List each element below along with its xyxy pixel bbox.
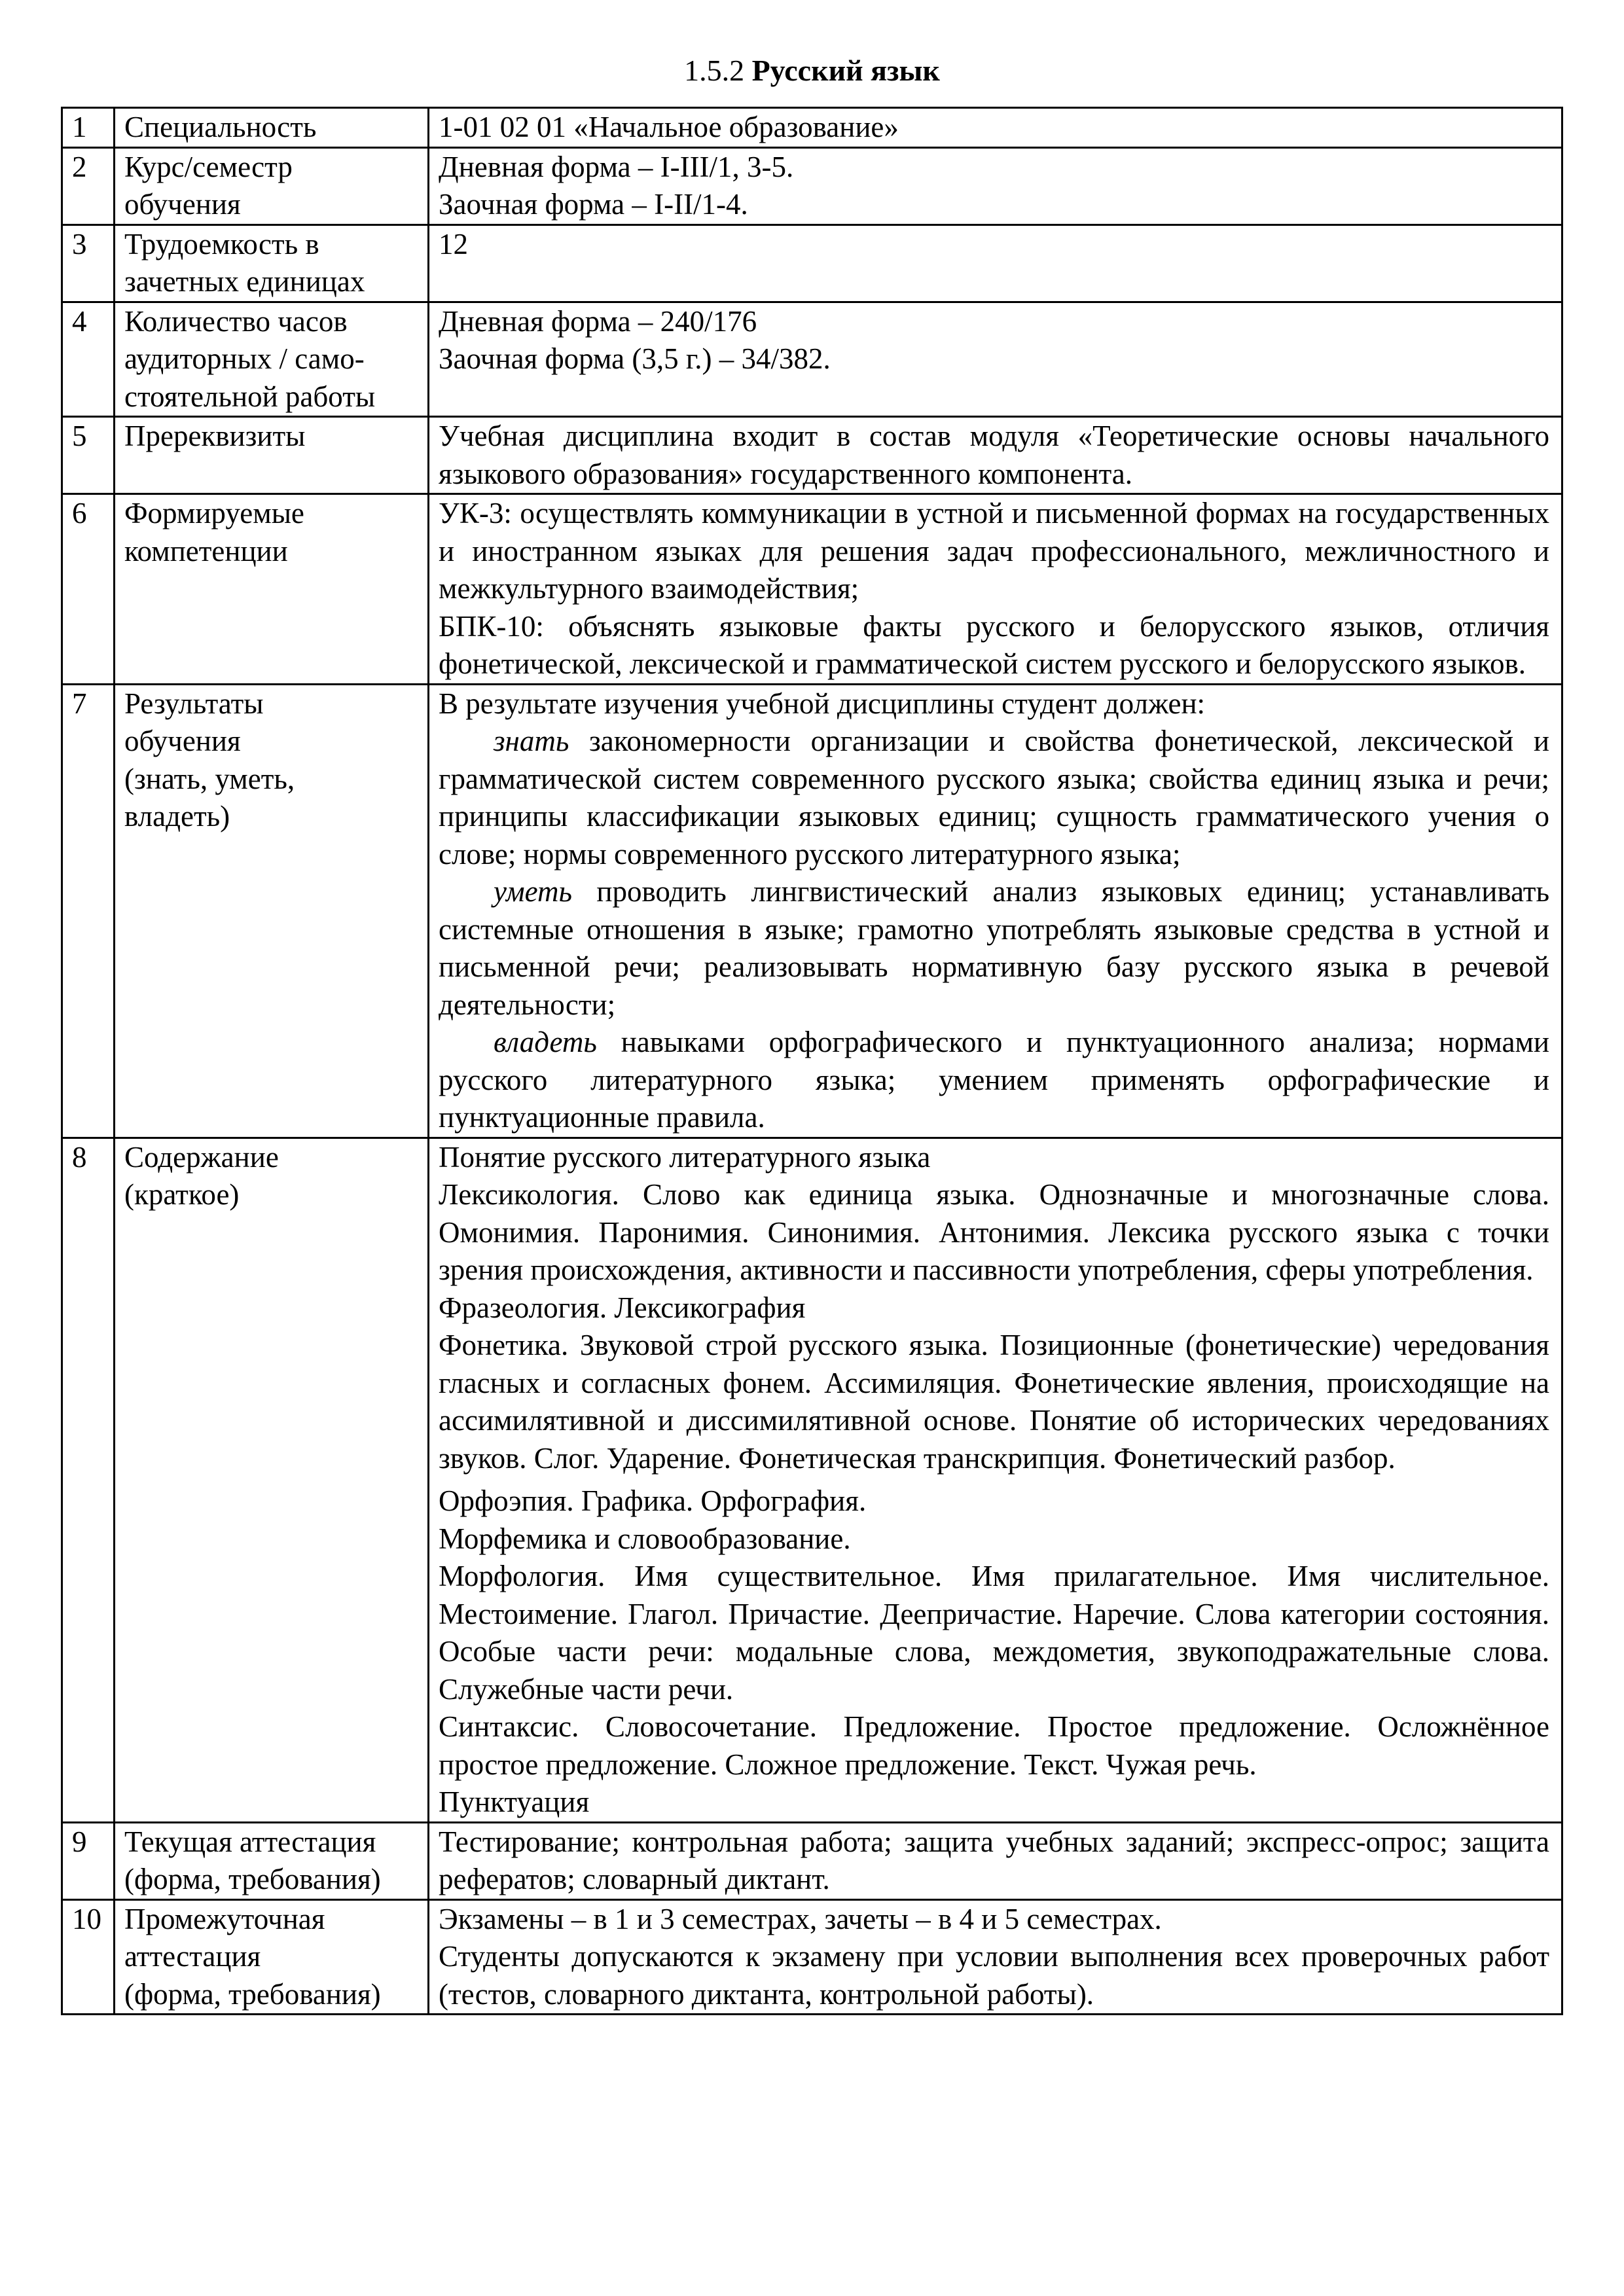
- row-label-line: Пререквизиты: [124, 420, 306, 452]
- table-row: [62, 302, 1562, 417]
- table-row: [62, 417, 1562, 494]
- row-label-line: Трудоемкость в: [124, 227, 319, 260]
- row-label-line: аудиторных / само-: [124, 342, 365, 375]
- outcome-know: [439, 723, 1549, 873]
- row-value-line: Экзамены – в 1 и 3 семестрах, зачеты – в 4 и 5 семестрах.: [439, 1902, 1162, 1935]
- row-label: [115, 302, 429, 417]
- row-value-paragraph: Тестирование; контрольная работа; защита учебных заданий; экспресс-опрос; защита рефератов; словарный диктант.: [439, 1825, 1549, 1895]
- row-value: [429, 1899, 1562, 2015]
- row-label-line: Промежуточная: [124, 1902, 325, 1935]
- content-topic: Морфемика и словообразование.: [439, 1522, 851, 1555]
- row-value-line: Заочная форма (3,5 г.) – 34/382.: [439, 342, 831, 375]
- row-value-line: 12: [439, 227, 468, 260]
- page-title: [0, 51, 1624, 90]
- row-label-line: Формируемые: [124, 497, 304, 529]
- row-number: 9: [62, 1822, 115, 1899]
- section-number: 1.5.2: [684, 54, 745, 87]
- row-label: [115, 1899, 429, 2015]
- row-label: [115, 224, 429, 302]
- content-topic: Понятие русского литературного языка: [439, 1140, 931, 1174]
- row-value-line: Дневная форма – I-III/1, 3-5.: [439, 150, 794, 183]
- content-topic: Фразеология. Лексикография: [439, 1291, 806, 1324]
- row-value-paragraph: Студенты допускаются к экзамену при условии выполнения всех проверочных работ (тестов, словарного диктанта, контрольной работы).: [439, 1940, 1549, 2011]
- row-label: [115, 1822, 429, 1899]
- row-label: [115, 147, 429, 224]
- row-label-line: Курс/семестр: [124, 150, 293, 183]
- content-topic: Пунктуация: [439, 1785, 590, 1818]
- row-label-line: компетенции: [124, 534, 288, 567]
- row-label-line: зачетных единицах: [124, 265, 365, 298]
- row-number: 2: [62, 147, 115, 224]
- table-row: [62, 147, 1562, 224]
- table-row: [62, 1899, 1562, 2015]
- outcome-text: проводить лингвистический анализ языковых единиц; устанавливать системные отношения в языке; грамотно употреблять языковые средства в устной и письменной речи; реализовывать нормативную базу русского языка в речевой деятельности;: [439, 875, 1549, 1021]
- outcome-keyword: владеть: [494, 1026, 597, 1058]
- row-label-line: Специальность: [124, 111, 317, 143]
- table-row: [62, 224, 1562, 302]
- row-value-paragraph: Учебная дисциплина входит в состав модуля «Теоретические основы начального языкового образования» государственного компонента.: [439, 420, 1549, 490]
- table-row: [62, 1822, 1562, 1899]
- row-value: [429, 417, 1562, 494]
- content-topic: Морфология. Имя существительное. Имя прилагательное. Имя числительное. Местоимение. Глагол. Причастие. Деепричастие. Наречие. Слова категории состояния. Особые части речи: модальные слова, междометия, звукоподражательные слова. Служебные части речи.: [439, 1560, 1549, 1706]
- row-label-line: Текущая аттестация: [124, 1825, 376, 1858]
- section-title: Русский язык: [751, 54, 940, 87]
- row-value: [429, 302, 1562, 417]
- row-value: [429, 684, 1562, 1138]
- content-topic: Орфоэпия. Графика. Орфография.: [439, 1484, 867, 1517]
- row-number: 3: [62, 224, 115, 302]
- row-label-line: стоятельной работы: [124, 380, 376, 413]
- row-label: [115, 494, 429, 685]
- row-label: [115, 108, 429, 148]
- syllabus-table: [61, 107, 1563, 2015]
- row-value: [429, 224, 1562, 302]
- row-label-line: обучения: [124, 188, 241, 221]
- content-topic: Лексикология. Слово как единица языка. Однозначные и многозначные слова. Омонимия. Паронимия. Синонимия. Антонимия. Лексика русского языка с точки зрения происхождения, активности и пассивности употребления, сферы употребления.: [439, 1178, 1549, 1286]
- row-number: 4: [62, 302, 115, 417]
- row-label-line: владеть): [124, 800, 230, 833]
- row-value: [429, 108, 1562, 148]
- row-label-line: Результаты: [124, 687, 264, 720]
- competence-bpk10: БПК-10: объяснять языковые факты русского и белорусского языков, отличия фонетической, лексической и грамматической систем русского и белорусского языков.: [439, 609, 1549, 680]
- row-value: [429, 1822, 1562, 1899]
- row-label-line: (форма, требования): [124, 1977, 381, 2011]
- outcome-text: навыками орфографического и пунктуационного анализа; нормами русского литературного языка; умением применять орфографические и пунктуационные правила.: [439, 1026, 1549, 1134]
- row-number: 5: [62, 417, 115, 494]
- learning-outcomes-intro: В результате изучения учебной дисциплины студент должен:: [439, 687, 1206, 720]
- outcome-master: [439, 1024, 1549, 1137]
- row-value: [429, 494, 1562, 685]
- row-number: 6: [62, 494, 115, 685]
- outcome-can: [439, 873, 1549, 1024]
- row-label-line: (форма, требования): [124, 1863, 381, 1895]
- row-label-line: (знать, уметь,: [124, 762, 295, 795]
- row-label-line: (краткое): [124, 1178, 240, 1211]
- row-number: 7: [62, 684, 115, 1138]
- content-topic: Фонетика. Звуковой строй русского языка. Позиционные (фонетические) чередования гласных и согласных фонем. Ассимиляция. Фонетические явления, происходящие на ассимилятивной и диссимилятивной основе. Понятие об исторических чередованиях звуков. Слог. Ударение. Фонетическая транскрипция. Фонетический разбор.: [439, 1329, 1549, 1475]
- row-label-line: Количество часов: [124, 304, 348, 338]
- row-value-line: Заочная форма – I-II/1-4.: [439, 188, 748, 221]
- outcome-text: закономерности организации и свойства фонетической, лексической и грамматической систем современного русского языка; свойства единиц языка и речи; принципы классификации языковых единиц; сущность грамматического учения о слове; нормы современного русского литературного языка;: [439, 725, 1549, 870]
- row-label-line: обучения: [124, 725, 241, 757]
- row-label: [115, 684, 429, 1138]
- row-label: [115, 417, 429, 494]
- row-label-line: аттестация: [124, 1940, 261, 1973]
- row-number: 10: [62, 1899, 115, 2015]
- outcome-keyword: уметь: [494, 875, 572, 908]
- competence-uk3: УК-3: осуществлять коммуникации в устной и письменной формах на государственных и иностранном языках для решения задач профессионального, межличностного и межкультурного взаимодействия;: [439, 497, 1549, 605]
- row-value-line: 1-01 02 01 «Начальное образование»: [439, 111, 899, 143]
- row-value-line: Дневная форма – 240/176: [439, 304, 757, 338]
- content-topic: Синтаксис. Словосочетание. Предложение. Простое предложение. Осложнённое простое предложение. Сложное предложение. Текст. Чужая речь.: [439, 1710, 1549, 1781]
- table-row: [62, 684, 1562, 1138]
- table-row: [62, 108, 1562, 148]
- row-number: 8: [62, 1138, 115, 1822]
- row-value: [429, 1138, 1562, 1822]
- row-value: [429, 147, 1562, 224]
- table-row: [62, 1138, 1562, 1822]
- row-number: 1: [62, 108, 115, 148]
- outcome-keyword: знать: [494, 725, 569, 757]
- table-row: [62, 494, 1562, 685]
- row-label-line: Содержание: [124, 1140, 279, 1174]
- row-label: [115, 1138, 429, 1822]
